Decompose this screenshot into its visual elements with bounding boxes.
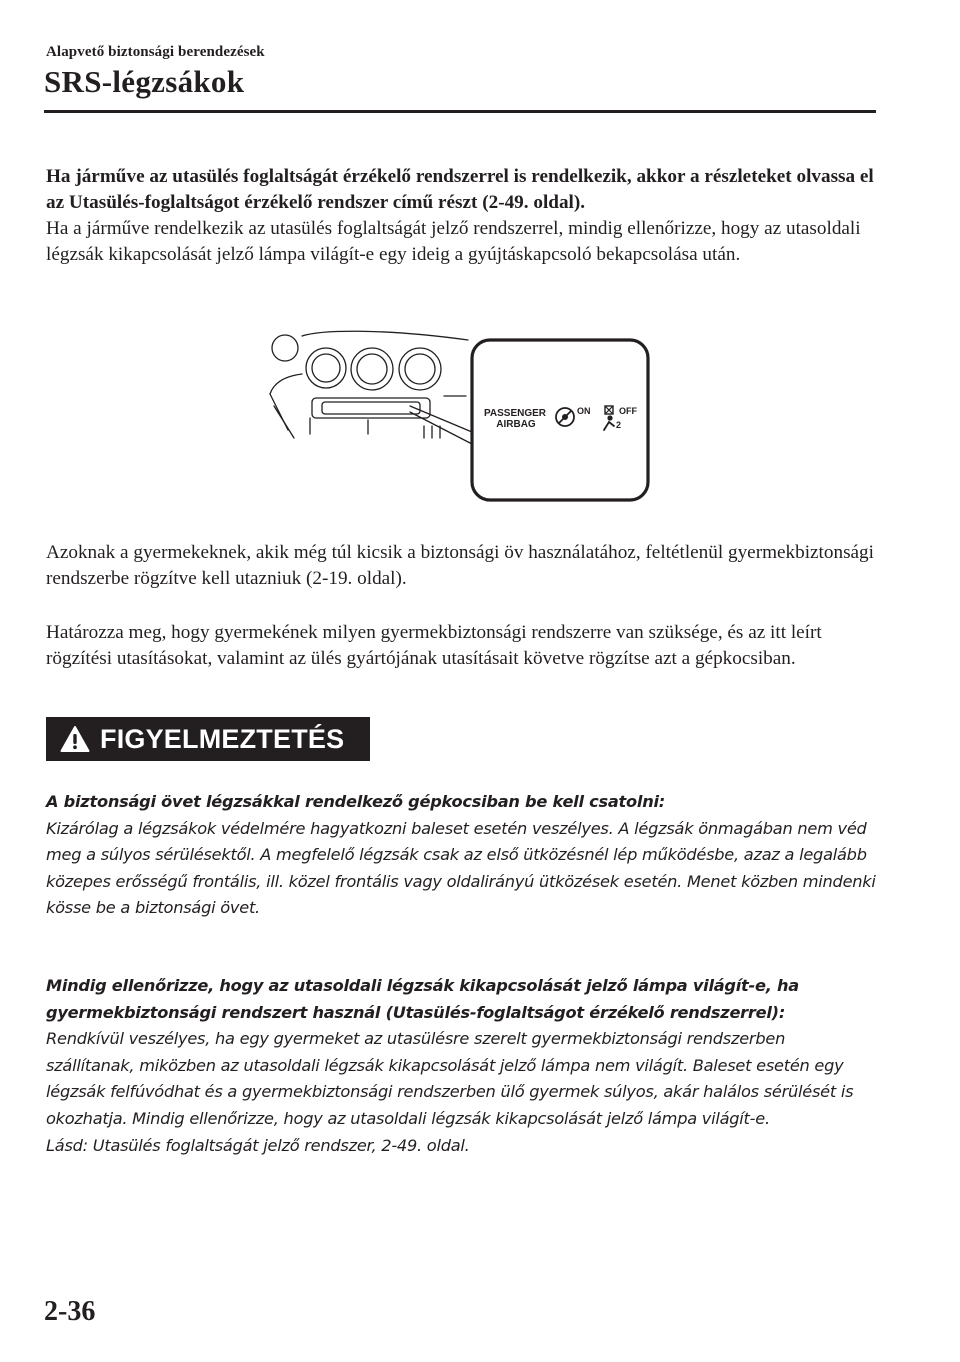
on-label: ON <box>577 406 591 416</box>
passenger-airbag-indicator-figure <box>260 322 660 510</box>
warning-heading-seatbelt: A biztonsági övet légzsákkal rendelkező gépkocsiban be kell csatolni: <box>46 792 666 811</box>
warning-body-indicator: Rendkívül veszélyes, ha egy gyermeket az utasülésre szerelt gyermekbiztonsági rendszerben szállítanak, miközben az utasoldali légzsák kikapcsolását jelző lámpa nem világít. Baleset esetén egy légzsák felfúvódhat és a gyermekbiztonsági rendszerben ülő gyermek súlyos, akár halálos sérülését is okozhatja. Mindig ellenőrizze, hogy az utasoldali légzsák kikapcsolását jelző lámpa világít-e. <box>46 1029 854 1128</box>
child-restraint-paragraph: Azoknak a gyermekeknek, akik még túl kicsik a biztonsági öv használatához, feltétlenül gyermekbiztonsági rendszerbe rögzítve kell utazniuk (2-19. oldal). <box>46 542 874 589</box>
warning-triangle-icon <box>60 725 90 753</box>
section-label: Alapvető biztonsági berendezések <box>46 44 265 60</box>
airbag-label: AIRBAG <box>496 419 536 430</box>
warning-header <box>46 717 370 761</box>
restraint-selection-paragraph: Határozza meg, hogy gyermekének milyen gyermekbiztonsági rendszerre van szüksége, és az itt leírt rögzítési utasításokat, valamint az ülés gyártójának utasításait követve rögzítse azt a gépkocsiban. <box>46 622 822 669</box>
page-number: 2-36 <box>44 1296 96 1327</box>
warning-block-seatbelt <box>46 789 876 922</box>
warning-reference-link: Lásd: Utasülés foglaltságát jelző rendszer, 2-49. oldal. <box>46 1135 470 1155</box>
passenger-label: PASSENGER <box>483 408 547 419</box>
header-divider <box>44 110 876 113</box>
warning-block-indicator <box>46 973 876 1159</box>
off-label: OFF <box>619 406 637 416</box>
intro-bold-text: Ha járműve az utasülés foglaltságát érzékelő rendszerrel is rendelkezik, akkor a részleteket olvassa el az Utasülés-foglaltságot érzékelő rendszer című részt (2-49. oldal). <box>46 166 874 213</box>
intro-normal-text: Ha a járműve rendelkezik az utasülés foglaltságát jelző rendszerrel, mindig ellenőrizze, hogy az utasoldali légzsák kikapcsolását jelző lámpa világít-e egy ideig a gyújtáskapcsoló bekapcsolása után. <box>46 218 861 265</box>
intro-paragraph <box>46 164 876 268</box>
warning-heading-indicator: Mindig ellenőrizze, hogy az utasoldali légzsák kikapcsolását jelző lámpa világít-e, ha gyermekbiztonsági rendszert használ (Utasülés-foglaltságot érzékelő rendszerrel): <box>46 976 799 1022</box>
warning-title: FIGYELMEZTETÉS <box>100 723 345 754</box>
page-title: SRS-légzsákok <box>44 64 245 99</box>
warning-body-seatbelt: Kizárólag a légzsákok védelmére hagyatkozni baleset esetén veszélyes. A légzsák önmagában nem véd meg a súlyos sérülésektől. A megfelelő légzsák csak az első ütközésnél lép működésbe, azaz a legalább közepes erősségű frontális, ill. közel frontális vagy oldalirányú ütközések esetén. Menet közben mindenki kösse be a biztonsági övet. <box>46 818 876 918</box>
off-number-label: 2 <box>616 420 622 430</box>
